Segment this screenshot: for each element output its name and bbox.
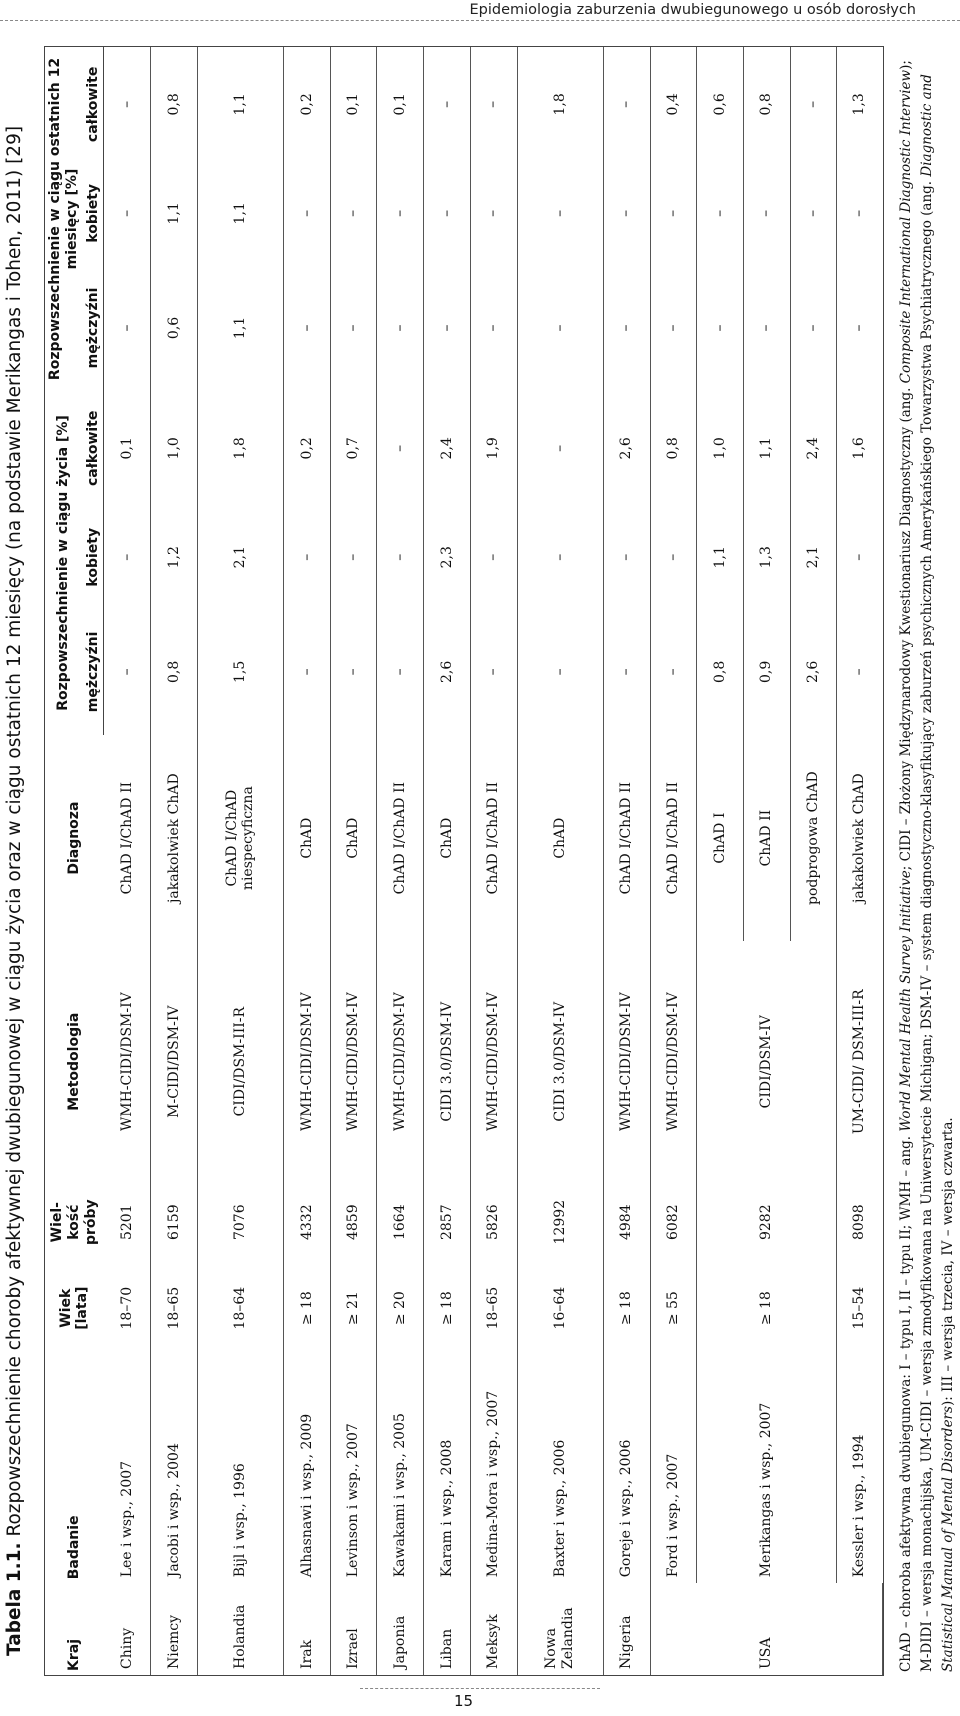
cell-metodologia: WMH-CIDI/DSM-IV	[104, 941, 151, 1182]
cell-badanie: Kessler i wsp., 1994	[851, 1434, 868, 1578]
table-row	[517, 47, 603, 1675]
prevalence-table	[45, 47, 883, 1675]
cell-ym: –	[284, 265, 331, 391]
cell-lk: –	[603, 506, 650, 609]
cell-badanie: Bijl i wsp., 1996	[197, 1354, 283, 1583]
cell-wiek: ≥ 55	[650, 1262, 697, 1354]
cell-metodologia: CIDI 3.0/DSM-IV	[517, 941, 603, 1182]
cell-wiek: 15–54	[851, 1286, 868, 1330]
header-wiek: Wiek [lata]	[57, 1286, 91, 1330]
cell-wiek: ≥ 20	[377, 1262, 424, 1354]
cell-yk: –	[650, 162, 697, 265]
cell-wiek: ≥ 18	[284, 1262, 331, 1354]
cell-lm: –	[470, 609, 517, 735]
cell-lc: 0,7	[330, 391, 377, 506]
header-badanie: Badanie	[66, 1515, 83, 1580]
cell-kraj: Japonia	[377, 1583, 424, 1675]
cell-diagnoza: ChAD II	[743, 735, 790, 941]
cell-wiek: ≥ 18	[603, 1262, 650, 1354]
cell-lk: 2,1	[790, 506, 837, 609]
header-12m-men: mężczyźni	[83, 265, 104, 391]
cell-badanie: Ford i wsp., 2007	[650, 1354, 697, 1583]
cell-metodologia: WMH-CIDI/DSM-IV	[330, 941, 377, 1182]
cell-n: 5826	[470, 1182, 517, 1262]
cell-yk: –	[697, 162, 744, 265]
cell-ym: –	[603, 265, 650, 391]
cell-metodologia: WMH-CIDI/DSM-IV	[377, 941, 424, 1182]
cell-diagnoza: jakakolwiek ChAD	[851, 773, 868, 903]
note-text-1: ChAD – choroba afektywna dwubiegunowa: I – typu I, II – typu II; WMH – ang.	[898, 1131, 914, 1672]
cell-metodologia: UM-CIDI/ DSM-III-R	[851, 989, 868, 1135]
header-wielkosc: Wiel- kość próby	[49, 1199, 99, 1246]
cell-yk: 1,1	[151, 162, 198, 265]
note-text-4: ): III – wersja trzecia, IV – wersja czwarta.	[939, 1117, 956, 1407]
cell-lm: 2,6	[790, 609, 837, 735]
cell-lk: –	[470, 506, 517, 609]
cell-n: 7076	[197, 1182, 283, 1262]
cell-lc: –	[377, 391, 424, 506]
cell-lc: 2,4	[424, 391, 471, 506]
cell-lm: 0,8	[697, 609, 744, 735]
note-text-3: ); M-DIDI – wersja monachijska, UM-CIDI – wersja zmodyfikowana na Uniwersytecie Michigan; DSM-IV – system diagnostyczno-klasyfikujący zaburzeń psychicznych Amerykańskiego Towarzystwa Psychiatrycznego (ang.	[898, 60, 935, 1672]
cell-diagnoza: ChAD	[424, 735, 471, 941]
header-lifetime-women: kobiety	[83, 506, 104, 609]
cell-lm: –	[851, 668, 868, 676]
cell-lm: 0,9	[743, 609, 790, 735]
cell-lk: –	[104, 506, 151, 609]
cell-n: 12992	[517, 1182, 603, 1262]
cell-yk: –	[104, 162, 151, 265]
cell-wiek: 16–64	[517, 1262, 603, 1354]
table-row	[284, 47, 331, 1675]
table-row-usa-merikangas-1	[697, 47, 744, 1675]
cell-yk: –	[603, 162, 650, 265]
cell-metodologia: CIDI/DSM-III-R	[197, 941, 283, 1182]
caption-label: Tabela 1.1.	[4, 1542, 25, 1656]
cell-lk: 2,3	[424, 506, 471, 609]
cell-ym: 1,1	[197, 265, 283, 391]
cell-kraj: Irak	[284, 1583, 331, 1675]
table-row	[603, 47, 650, 1675]
table-row	[470, 47, 517, 1675]
cell-lm: 2,6	[424, 609, 471, 735]
cell-badanie: Medina-Mora i wsp., 2007	[470, 1354, 517, 1583]
cell-yk: –	[377, 162, 424, 265]
cell-n: 1664	[377, 1182, 424, 1262]
prevalence-table-frame	[44, 46, 884, 1676]
cell-ym: –	[851, 324, 868, 332]
cell-diagnoza: ChAD I	[697, 735, 744, 941]
cell-lm: –	[377, 609, 424, 735]
note-italic-3: Diagnostic and Statistical Manual of Mental Disorders	[918, 74, 956, 1672]
cell-n: 4859	[330, 1182, 377, 1262]
cell-diagnoza: ChAD I/ChAD II	[603, 735, 650, 941]
cell-ym: –	[424, 265, 471, 391]
cell-lc: 1,0	[151, 391, 198, 506]
cell-lm: –	[284, 609, 331, 735]
cell-lc: 1,1	[743, 391, 790, 506]
cell-wiek: 18–65	[470, 1262, 517, 1354]
table-caption	[4, 26, 25, 1656]
table-row	[104, 47, 151, 1675]
cell-yc: 0,6	[697, 47, 744, 162]
cell-diagnoza: ChAD	[330, 735, 377, 941]
cell-lm: –	[650, 609, 697, 735]
cell-diagnoza: podprogowa ChAD	[790, 735, 837, 941]
cell-lm: –	[330, 609, 377, 735]
cell-lc: 0,8	[650, 391, 697, 506]
cell-ym: –	[470, 265, 517, 391]
cell-badanie: Karam i wsp., 2008	[424, 1354, 471, 1583]
cell-ym: –	[650, 265, 697, 391]
table-row	[330, 47, 377, 1675]
cell-n: 6159	[151, 1182, 198, 1262]
cell-wiek: ≥ 18	[424, 1262, 471, 1354]
cell-badanie: Merikangas i wsp., 2007	[697, 1354, 837, 1583]
cell-lk: –	[851, 553, 868, 561]
cell-lm: –	[104, 609, 151, 735]
cell-yk: –	[330, 162, 377, 265]
header-diagnoza: Diagnoza	[66, 801, 83, 875]
cell-n: 8098	[851, 1204, 868, 1241]
cell-ym: –	[697, 265, 744, 391]
table-body	[104, 47, 883, 1675]
note-italic-2: Composite International Diagnostic Interview	[898, 69, 914, 384]
cell-ym: –	[517, 265, 603, 391]
cell-yc: –	[104, 47, 151, 162]
cell-metodologia: M-CIDI/DSM-IV	[151, 941, 198, 1182]
cell-yk: –	[743, 162, 790, 265]
cell-lm: 1,5	[197, 609, 283, 735]
cell-kraj: Izrael	[330, 1583, 377, 1675]
table-row-usa-ford	[650, 47, 697, 1675]
cell-yc: –	[790, 47, 837, 162]
cell-kraj: Liban	[424, 1583, 471, 1675]
running-header: Epidemiologia zaburzenia dwubiegunowego u osób dorosłych	[469, 2, 916, 18]
cell-lk: 1,3	[743, 506, 790, 609]
table-row	[197, 47, 283, 1675]
cell-lk: 1,1	[697, 506, 744, 609]
cell-yc: –	[603, 47, 650, 162]
cell-metodologia: WMH-CIDI/DSM-IV	[603, 941, 650, 1182]
cell-yk: –	[790, 162, 837, 265]
cell-badanie: Jacobi i wsp., 2004	[151, 1354, 198, 1583]
cell-n: 6082	[650, 1182, 697, 1262]
cell-lk: –	[284, 506, 331, 609]
cell-yc: 1,1	[197, 47, 283, 162]
header-lifetime-total: całkowite	[83, 391, 104, 506]
cell-lk: –	[517, 506, 603, 609]
cell-badanie: Lee i wsp., 2007	[104, 1354, 151, 1583]
cell-yc: –	[424, 47, 471, 162]
cell-yk: –	[284, 162, 331, 265]
cell-metodologia: WMH-CIDI/DSM-IV	[284, 941, 331, 1182]
cell-diagnoza: ChAD I/ChAD II	[470, 735, 517, 941]
cell-lc: 2,4	[790, 391, 837, 506]
cell-kraj: Meksyk	[470, 1583, 517, 1675]
cell-yc: 0,1	[377, 47, 424, 162]
cell-yc: 0,8	[743, 47, 790, 162]
cell-kraj: Niemcy	[151, 1583, 198, 1675]
cell-lc: 1,8	[197, 391, 283, 506]
cell-yk: –	[470, 162, 517, 265]
cell-lk: 1,2	[151, 506, 198, 609]
cell-yk: –	[851, 209, 868, 217]
cell-wiek: ≥ 18	[697, 1262, 837, 1354]
cell-yc: 0,2	[284, 47, 331, 162]
note-text-2: ; CIDI – Złożony Międzynarodowy Kwestionariusz Diagnostyczny (ang.	[898, 383, 914, 871]
cell-kraj-usa: USA	[650, 1583, 882, 1675]
cell-wiek: 18–70	[104, 1262, 151, 1354]
cell-ym: –	[790, 265, 837, 391]
cell-yk: 1,1	[197, 162, 283, 265]
cell-yc: 1,3	[851, 93, 868, 116]
cell-kraj: Holandia	[197, 1583, 283, 1675]
cell-metodologia: WMH-CIDI/DSM-IV	[470, 941, 517, 1182]
cell-n: 2857	[424, 1182, 471, 1262]
cell-lc: 0,2	[284, 391, 331, 506]
cell-lk: 2,1	[197, 506, 283, 609]
cell-badanie: Kawakami i wsp., 2005	[377, 1354, 424, 1583]
cell-yk: –	[424, 162, 471, 265]
cell-lc: 0,1	[104, 391, 151, 506]
cell-lc: –	[517, 391, 603, 506]
header-12m-total: całkowite	[83, 47, 104, 162]
table-row	[151, 47, 198, 1675]
cell-ym: –	[743, 265, 790, 391]
header-12m-women: kobiety	[83, 162, 104, 265]
cell-diagnoza: ChAD	[284, 735, 331, 941]
header-kraj: Kraj	[66, 1639, 83, 1671]
cell-badanie: Baxter i wsp., 2006	[517, 1354, 603, 1583]
table-notes	[896, 42, 959, 1672]
caption-text: Rozpowszechnienie choroby afektywnej dwubiegunowej w ciągu życia oraz w ciągu ostatnich 12 miesięcy (na podstawie Merikangas i Tohen, 2011) [29]	[4, 125, 25, 1543]
cell-yc: 0,1	[330, 47, 377, 162]
header-twelve-month: Rozpowszechnienie w ciągu ostatnich 12 miesięcy [%]	[47, 57, 80, 381]
cell-ym: 0,6	[151, 265, 198, 391]
cell-lc: 1,9	[470, 391, 517, 506]
cell-diagnoza: ChAD	[517, 735, 603, 941]
header-lifetime-men: mężczyźni	[83, 609, 104, 735]
cell-lc: 1,6	[851, 437, 868, 460]
cell-wiek: 18–64	[197, 1262, 283, 1354]
cell-diagnoza: ChAD I/ChAD II	[104, 735, 151, 941]
table-row	[424, 47, 471, 1675]
note-italic-1: World Mental Health Survey Initiative	[898, 870, 914, 1132]
cell-yc: 0,8	[151, 47, 198, 162]
cell-metodologia: WMH-CIDI/DSM-IV	[650, 941, 697, 1182]
header-metodologia: Metodologia	[66, 1012, 83, 1111]
cell-wiek: ≥ 21	[330, 1262, 377, 1354]
cell-yc: 1,8	[517, 47, 603, 162]
cell-lm: –	[517, 609, 603, 735]
cell-wiek: 18–65	[151, 1262, 198, 1354]
cell-ym: –	[377, 265, 424, 391]
table-row	[377, 47, 424, 1675]
cell-lk: –	[377, 506, 424, 609]
cell-yk: –	[517, 162, 603, 265]
cell-kraj: Nowa Zelandia	[517, 1583, 603, 1675]
cell-lm: –	[603, 609, 650, 735]
table-row-usa-kessler	[837, 47, 883, 1675]
cell-lc: 1,0	[697, 391, 744, 506]
cell-kraj: Chiny	[104, 1583, 151, 1675]
header-lifetime: Rozpowszechnienie w ciągu życia [%]	[55, 415, 72, 711]
cell-lc: 2,6	[603, 391, 650, 506]
cell-metodologia: CIDI 3.0/DSM-IV	[424, 941, 471, 1182]
cell-diagnoza: jakakolwiek ChAD	[151, 735, 198, 941]
cell-badanie: Alhasnawi i wsp., 2009	[284, 1354, 331, 1583]
cell-diagnoza: ChAD I/ChAD niespecyficzna	[197, 735, 283, 941]
cell-n: 4332	[284, 1182, 331, 1262]
cell-yc: –	[470, 47, 517, 162]
cell-yc: 0,4	[650, 47, 697, 162]
cell-diagnoza: ChAD I/ChAD II	[650, 735, 697, 941]
cell-n: 4984	[603, 1182, 650, 1262]
cell-n: 5201	[104, 1182, 151, 1262]
cell-ym: –	[330, 265, 377, 391]
cell-n: 9282	[697, 1182, 837, 1262]
cell-lk: –	[650, 506, 697, 609]
cell-ym: –	[104, 265, 151, 391]
cell-metodologia: CIDI/DSM-IV	[697, 941, 837, 1182]
cell-diagnoza: ChAD I/ChAD II	[377, 735, 424, 941]
cell-badanie: Levinson i wsp., 2007	[330, 1354, 377, 1583]
cell-kraj: Nigeria	[603, 1583, 650, 1675]
cell-lk: –	[330, 506, 377, 609]
cell-badanie: Goreje i wsp., 2006	[603, 1354, 650, 1583]
cell-lm: 0,8	[151, 609, 198, 735]
page-number: 15	[454, 1692, 474, 1710]
